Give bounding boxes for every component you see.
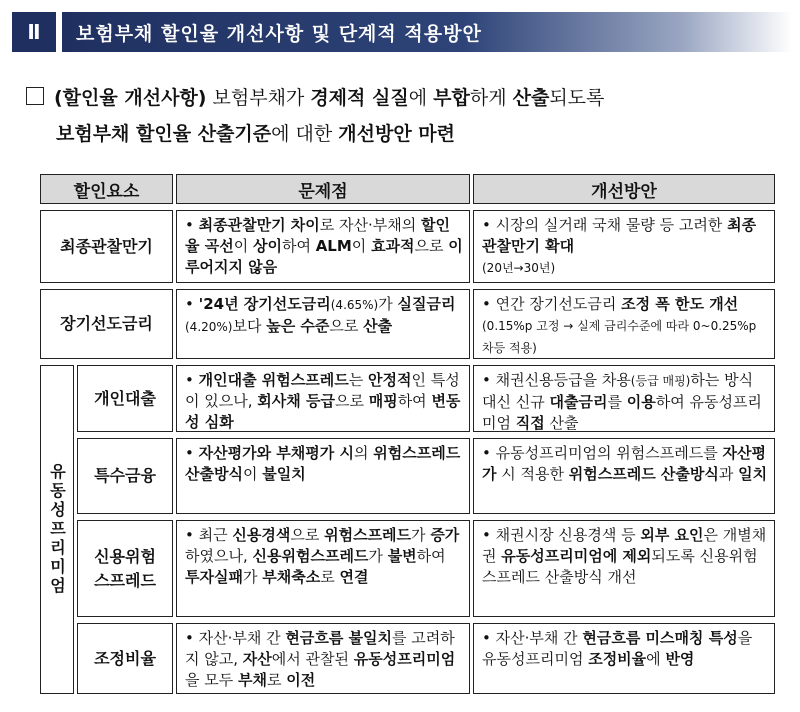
section-header [12, 12, 792, 52]
row-label-adjustment-ratio: 조정비율 [77, 623, 173, 694]
row-problem: • 최근 신용경색으로 위험스프레드가 증가하였으나, 신용위험스프레드가 불변하여 투자실패가 부채축소로 연결 [176, 520, 470, 617]
intro-line-1 [26, 80, 786, 116]
row-label-personal-loan: 개인대출 [77, 365, 173, 432]
row-label-special-finance: 특수금융 [77, 438, 173, 514]
group-label-liquidity-premium: 유동성프리미엄 [40, 365, 74, 694]
header-factor: 할인요소 [40, 174, 173, 204]
row-problem: • '24년 장기선도금리(4.65%)가 실질금리(4.20%)보다 높은 수준으로 산출 [176, 289, 470, 359]
row-problem: • 개인대출 위험스프레드는 안정적인 특성이 있으나, 회사채 등급으로 매핑하여 변동성 심화 [176, 365, 470, 432]
intro-line-2 [26, 116, 786, 152]
intro-text-2: 보험부채 할인율 산출기준에 대한 개선방안 마련 [56, 123, 456, 145]
row-label-credit-spread: 신용위험 스프레드 [77, 520, 173, 617]
row-solution: • 채권시장 신용경색 등 외부 요인은 개별채권 유동성프리미엄에 제외되도록 신용위험스프레드 산출방식 개선 [473, 520, 775, 617]
section-number: Ⅱ [12, 12, 56, 52]
row-solution: • 자산·부채 간 현금흐름 미스매칭 특성을 유동성프리미엄 조정비율에 반영 [473, 623, 775, 694]
row-problem: • 자산·부채 간 현금흐름 불일치를 고려하지 않고, 자산에서 관찰된 유동성프리미엄을 모두 부채로 이전 [176, 623, 470, 694]
intro-paragraph [26, 80, 786, 152]
header-solution: 개선방안 [473, 174, 775, 204]
row-solution: • 채권신용등급을 차용(등급 매핑)하는 방식 대신 신규 대출금리를 이용하여 유동성프리미엄 직접 산출 [473, 365, 775, 432]
intro-text-1: (할인율 개선사항) 보험부채가 경제적 실질에 부합하게 산출되도록 [54, 87, 605, 109]
row-solution: • 연간 장기선도금리 조정 폭 한도 개선 (0.15%p 고정 → 실제 금리수준에 따라 0~0.25%p 차등 적용) [473, 289, 775, 359]
checkbox-square-icon [26, 87, 44, 105]
row-problem: • 최종관찰만기 차이로 자산·부채의 할인율 곡선이 상이하여 ALM이 효과적으로 이루어지지 않음 [176, 210, 470, 283]
row-solution: • 시장의 실거래 국채 물량 등 고려한 최종관찰만기 확대 (20년→30년) [473, 210, 775, 283]
header-problem: 문제점 [176, 174, 470, 204]
row-problem: • 자산평가와 부채평가 시의 위험스프레드 산출방식이 불일치 [176, 438, 470, 514]
row-label-final-maturity: 최종관찰만기 [40, 210, 173, 283]
section-title: 보험부채 할인율 개선사항 및 단계적 적용방안 [62, 12, 792, 52]
row-solution: • 유동성프리미엄의 위험스프레드를 자산평가 시 적용한 위험스프레드 산출방식과 일치 [473, 438, 775, 514]
row-label-ufr: 장기선도금리 [40, 289, 173, 359]
